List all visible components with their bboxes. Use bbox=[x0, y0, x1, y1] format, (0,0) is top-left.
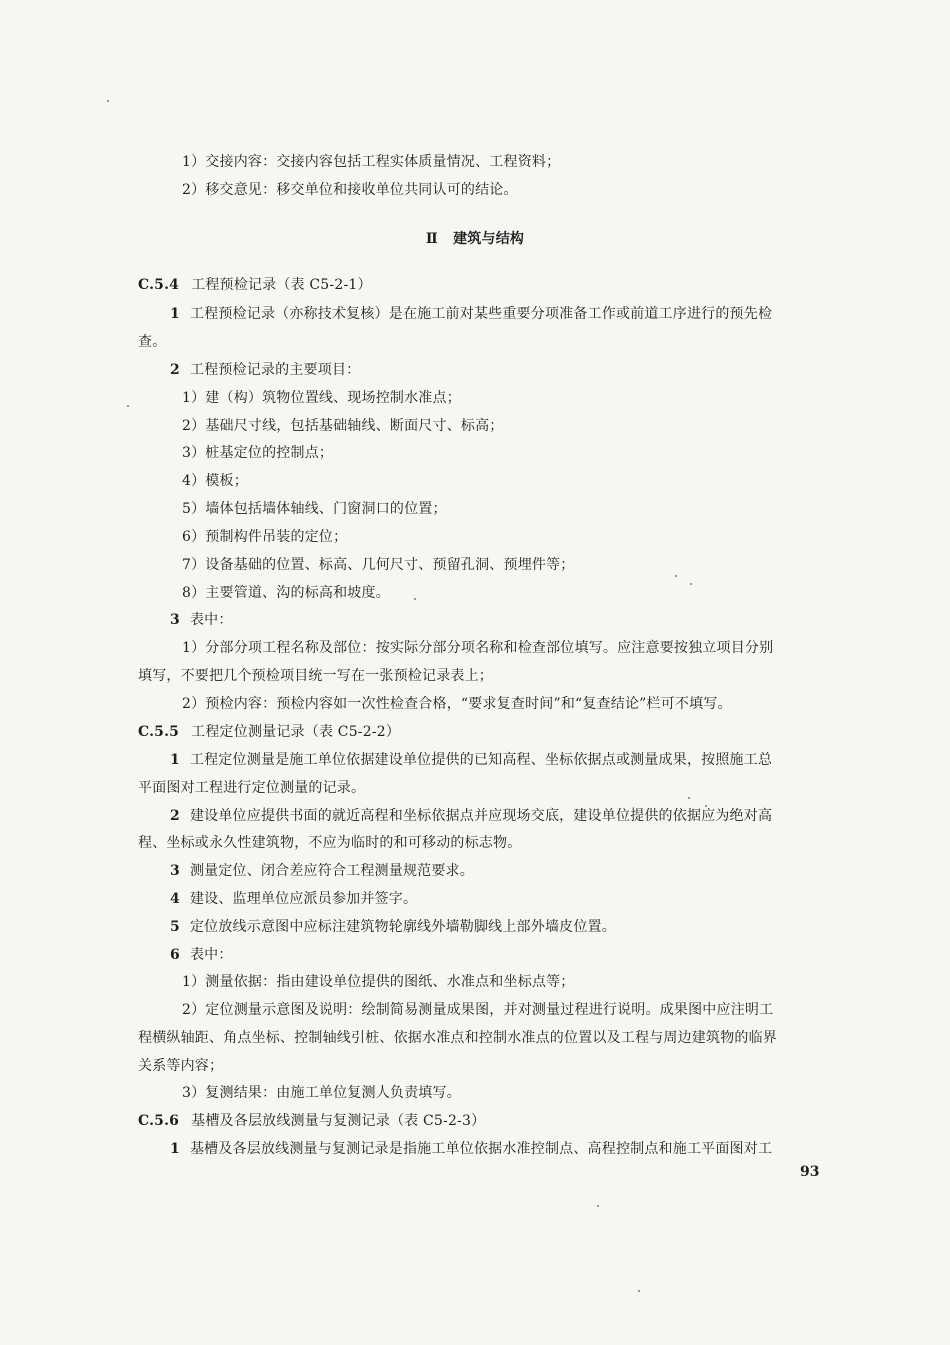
paragraph bbox=[170, 360, 860, 380]
list-item: 1）建（构）筑物位置线、现场控制水准点； bbox=[182, 390, 461, 406]
paragraph-text: 表中： bbox=[189, 612, 233, 628]
intro-item-1: 1）交接内容：交接内容包括工程实体质量情况、工程资料； bbox=[182, 154, 561, 170]
paragraph bbox=[170, 806, 860, 826]
paragraph-text: 建设单位应提供书面的就近高程和坐标依据点并应现场交底，建设单位提供的依据应为绝对高 bbox=[189, 808, 773, 824]
intro-item-2: 2）移交意见：移交单位和接收单位共同认可的结论。 bbox=[182, 182, 518, 198]
scan-speck bbox=[127, 405, 129, 407]
clause-number: 3 bbox=[170, 863, 180, 879]
paragraph-continuation: 关系等内容； bbox=[138, 1058, 224, 1074]
paragraph-text: 基槽及各层放线测量与复测记录是指施工单位依据水准控制点、高程控制点和施工平面图对工 bbox=[189, 1141, 773, 1157]
clause-number: 1 bbox=[170, 306, 180, 322]
section-heading-c55 bbox=[138, 722, 828, 742]
list-item: 4）模板； bbox=[182, 473, 248, 489]
list-item: 3）桩基定位的控制点； bbox=[182, 445, 334, 461]
paragraph-continuation: 程、坐标或永久性建筑物，不应为临时的和可移动的标志物。 bbox=[138, 835, 522, 851]
paragraph-text: 测量定位、闭合差应符合工程测量规范要求。 bbox=[189, 863, 474, 879]
paragraph-text: 建设、监理单位应派员参加并签字。 bbox=[189, 891, 418, 907]
paragraph-text: 工程预检记录（亦称技术复核）是在施工前对某些重要分项准备工作或前道工序进行的预先检 bbox=[189, 306, 773, 322]
section-code: C.5.4 bbox=[138, 277, 180, 293]
section-code: C.5.5 bbox=[138, 724, 180, 740]
part-title: 建筑与结构 bbox=[453, 231, 525, 247]
list-item: 7）设备基础的位置、标高、几何尺寸、预留孔洞、预埋件等； bbox=[182, 557, 575, 573]
paragraph-continuation: 程横纵轴距、角点坐标、控制轴线引桩、依据水准点和控制水准点的位置以及工程与周边建筑物的临界 bbox=[138, 1030, 777, 1046]
section-title: 工程预检记录（表 C5-2-1） bbox=[191, 277, 372, 293]
clause-number: 4 bbox=[170, 891, 180, 907]
scan-speck bbox=[597, 1205, 599, 1207]
list-item: 6）预制构件吊装的定位； bbox=[182, 529, 348, 545]
scan-speck bbox=[690, 583, 692, 585]
scan-speck bbox=[638, 1290, 640, 1292]
clause-number: 1 bbox=[170, 1141, 180, 1157]
section-title: 基槽及各层放线测量与复测记录（表 C5-2-3） bbox=[191, 1113, 486, 1129]
paragraph bbox=[170, 861, 860, 881]
list-item: 2）预检内容：预检内容如一次性检查合格，“要求复查时间”和“复查结论”栏可不填写。 bbox=[182, 696, 732, 712]
paragraph bbox=[170, 945, 860, 965]
paragraph bbox=[170, 1139, 860, 1159]
scan-speck bbox=[688, 797, 690, 799]
list-item: 1）测量依据：指由建设单位提供的图纸、水准点和坐标点等； bbox=[182, 974, 575, 990]
clause-number: 3 bbox=[170, 612, 180, 628]
section-heading-c56 bbox=[138, 1111, 828, 1131]
paragraph-text: 定位放线示意图中应标注建筑物轮廓线外墙勒脚线上部外墙皮位置。 bbox=[189, 919, 616, 935]
scan-speck bbox=[705, 805, 707, 807]
list-item: 2）基础尺寸线，包括基础轴线、断面尺寸、标高； bbox=[182, 418, 504, 434]
list-item: 8）主要管道、沟的标高和坡度。 bbox=[182, 585, 390, 601]
list-item: 3）复测结果：由施工单位复测人负责填写。 bbox=[182, 1085, 461, 1101]
paragraph-continuation: 填写，不要把几个预检项目统一写在一张预检记录表上； bbox=[138, 668, 493, 684]
section-code: C.5.6 bbox=[138, 1113, 180, 1129]
list-item: 2）定位测量示意图及说明：绘制简易测量成果图，并对测量过程进行说明。成果图中应注明工 bbox=[182, 1002, 774, 1018]
clause-number: 6 bbox=[170, 947, 180, 963]
clause-number: 2 bbox=[170, 808, 180, 824]
list-item: 5）墙体包括墙体轴线、门窗洞口的位置； bbox=[182, 501, 447, 517]
scan-speck bbox=[414, 598, 416, 600]
paragraph bbox=[170, 610, 860, 630]
section-heading-c54 bbox=[138, 275, 828, 295]
paragraph bbox=[170, 889, 860, 909]
scan-speck bbox=[675, 575, 677, 577]
part-heading bbox=[0, 229, 950, 249]
paragraph-text: 工程预检记录的主要项目： bbox=[189, 362, 361, 378]
clause-number: 1 bbox=[170, 752, 180, 768]
paragraph bbox=[170, 750, 860, 770]
paragraph-continuation: 查。 bbox=[138, 334, 167, 350]
paragraph bbox=[170, 917, 860, 937]
scan-speck bbox=[107, 100, 109, 102]
clause-number: 2 bbox=[170, 362, 180, 378]
page-number: 93 bbox=[800, 1164, 820, 1180]
paragraph-text: 表中： bbox=[189, 947, 233, 963]
section-title: 工程定位测量记录（表 C5-2-2） bbox=[191, 724, 401, 740]
clause-number: 5 bbox=[170, 919, 180, 935]
paragraph-continuation: 平面图对工程进行定位测量的记录。 bbox=[138, 780, 366, 796]
list-item: 1）分部分项工程名称及部位：按实际分部分项名称和检查部位填写。应注意要按独立项目分别 bbox=[182, 640, 774, 656]
paragraph bbox=[170, 304, 860, 324]
part-numeral: Ⅱ bbox=[425, 231, 438, 247]
paragraph-text: 工程定位测量是施工单位依据建设单位提供的已知高程、坐标依据点或测量成果，按照施工总 bbox=[189, 752, 773, 768]
